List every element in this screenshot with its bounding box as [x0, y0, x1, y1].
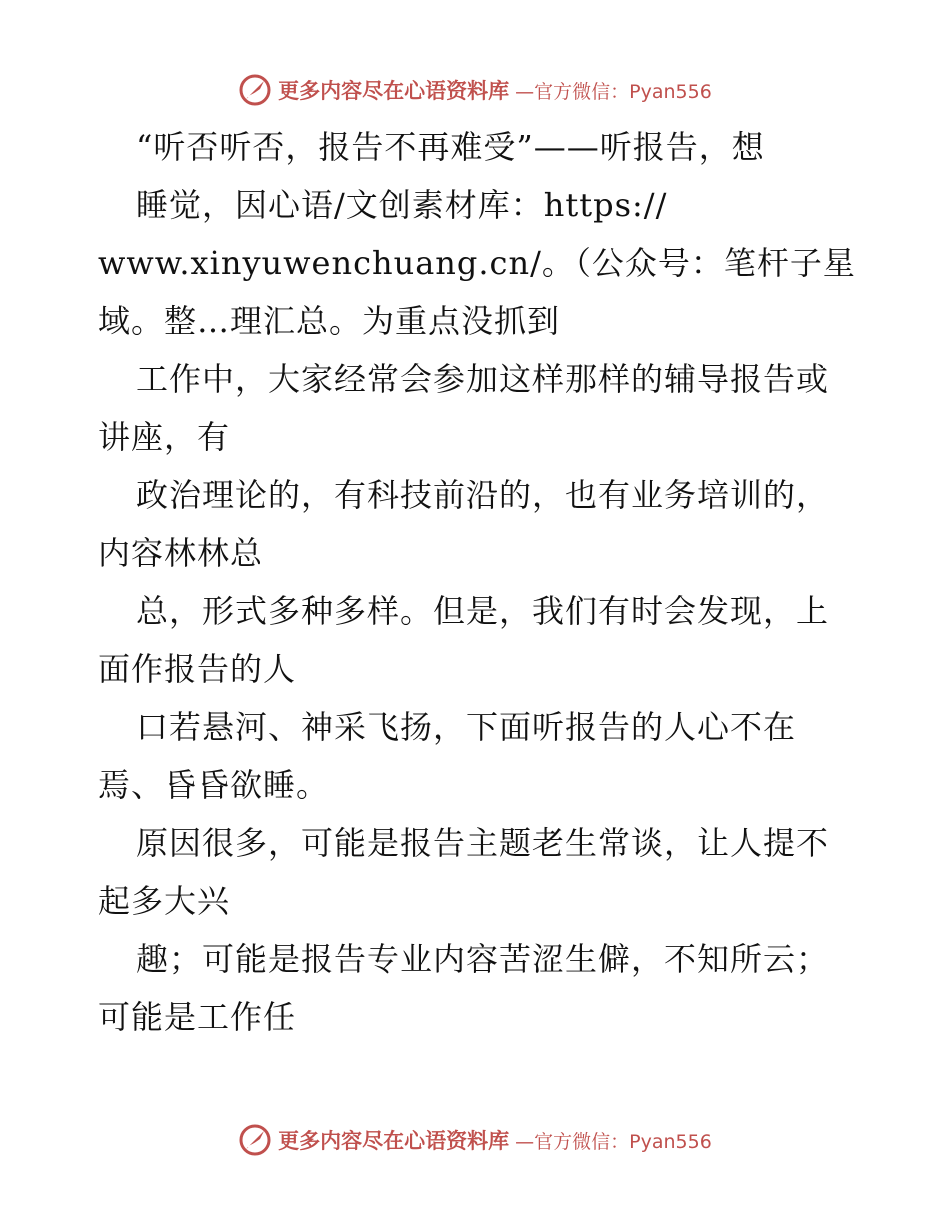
- body-line: 总，形式多种多样。但是，我们有时会发现，上: [136, 592, 830, 630]
- body-line: 睡觉，因心语/文创素材库：https://: [136, 186, 668, 224]
- quill-pen-icon: [238, 1123, 272, 1157]
- footer-brand-text: 更多内容尽在心语资料库: [278, 1128, 510, 1153]
- quill-pen-icon: [238, 73, 272, 107]
- body-line: 原因很多，可能是报告主题老生常谈，让人提不: [136, 824, 830, 862]
- body-line: 趣；可能是报告专业内容苦涩生僻，不知所云；: [136, 940, 830, 978]
- body-line: 起多大兴: [98, 882, 231, 920]
- body-line: www.xinyuwenchuang.cn/。（公众号：笔杆子星: [98, 244, 856, 282]
- body-line: 讲座，有: [98, 418, 231, 456]
- body-line: 面作报告的人: [98, 650, 297, 688]
- header-contact-text: —官方微信：Pyan556: [515, 80, 712, 103]
- body-line: 可能是工作任: [98, 998, 297, 1036]
- header-brand-text: 更多内容尽在心语资料库: [278, 78, 510, 103]
- document-body: [98, 118, 878, 1046]
- header-banner: [0, 70, 950, 110]
- body-line: 域。整…理汇总。为重点没抓到: [98, 302, 561, 340]
- body-line: 焉、昏昏欲睡。: [98, 766, 330, 804]
- footer-banner: [0, 1120, 950, 1160]
- footer-contact-text: —官方微信：Pyan556: [515, 1130, 712, 1153]
- body-line: 内容林林总: [98, 534, 264, 572]
- body-line: 口若悬河、神采飞扬，下面听报告的人心不在: [136, 708, 797, 746]
- body-line: “听否听否，报告不再难受”——听报告，想: [136, 128, 765, 166]
- body-line: 工作中，大家经常会参加这样那样的辅导报告或: [136, 360, 830, 398]
- body-line: 政治理论的，有科技前沿的，也有业务培训的，: [136, 476, 830, 514]
